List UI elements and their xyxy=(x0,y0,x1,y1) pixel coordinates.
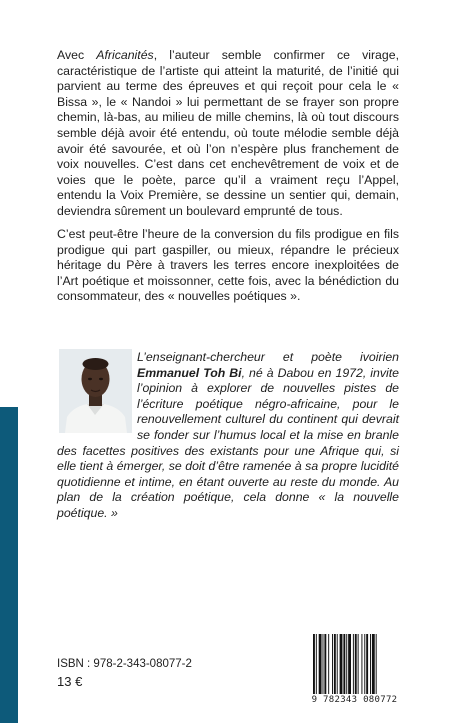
author-name: Emmanuel Toh Bi xyxy=(137,365,242,380)
author-bio: L’enseignant-chercheur et poète ivoirien Emmanuel Toh Bi, né à Dabou en 1972, invite l’opinion à explorer de nouvelles pistes de l’écriture poétique négro-africaine, pour le renouvellement culturel du continent qui devrait se fonder sur l’humus local et la mise en branle des facettes positives des existants pour une Afrique qui, si elle tient à émerger, se doit d’être ramenée à sa propre lucidité quotidienne et intime, en étant ouverte au reste du monde. Au plan de la création poétique, cela donne « la nouvelle poétique. » xyxy=(57,350,399,520)
blurb-paragraph-2: C’est peut-être l’heure de la conversion du fils prodigue en fils prodigue qui part gaspiller, ou mieux, répandre le précieux héritage du Père à travers les terres encore inexploitées de l’Art poétique et moissonner, cette fois, avec la bénédiction du consommateur, des « nouvelles poétiques ». xyxy=(57,227,399,304)
isbn: ISBN : 978-2-343-08077-2 xyxy=(57,658,192,670)
barcode-icon xyxy=(307,632,402,696)
barcode xyxy=(307,632,402,704)
price: 13 € xyxy=(57,674,83,689)
book-title: Africanités xyxy=(96,48,154,62)
barcode-number: 9 782343 080772 xyxy=(311,695,398,705)
blurb-paragraph-1: Avec Africanités, l’auteur semble confirmer ce virage, caractéristique de l’artiste qui atteint la maturité, de l’initié qui parvient au terme des épreuves et qui reçoit pour cela le « Bissa », le « Nandoi » lui permettant de se frayer son propre chemin, là-bas, au milieu de mille chemins, là où tout discours semble déjà avoir été entendu, où toute mélodie semble déjà avoir été savourée, et où l’on n’espère plus franchement de voix nouvelles. C’est dans cet enchevêtrement de voix et de voies que le poète, parce qu’il a vraiment reçu l’Appel, entendu la Voix Première, se dessine un sentier qui, demain, deviendra sûrement un boulevard emprunté de tous. xyxy=(57,48,399,218)
cover-accent-bar xyxy=(0,407,18,723)
